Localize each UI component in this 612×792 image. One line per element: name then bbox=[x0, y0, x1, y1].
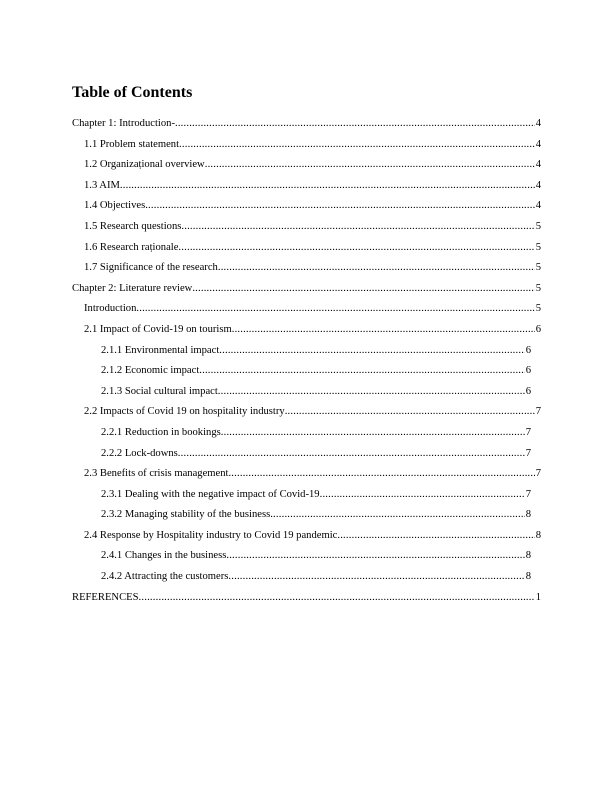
toc-entry-page-number: 4 bbox=[535, 138, 541, 150]
toc-entry[interactable] bbox=[72, 282, 541, 303]
toc-entry[interactable] bbox=[72, 138, 541, 159]
toc-entry[interactable] bbox=[72, 488, 531, 509]
toc-entry[interactable] bbox=[72, 529, 541, 550]
toc-entry-page-number: 5 bbox=[535, 241, 541, 253]
toc-entry-label: REFERENCES bbox=[72, 591, 139, 603]
toc-entry-label: 2.1 Impact of Covid-19 on tourism bbox=[84, 323, 232, 335]
toc-entry-label: 2.3.1 Dealing with the negative impact of Covid-19 bbox=[101, 488, 320, 500]
toc-entry-page-number: 5 bbox=[535, 282, 541, 294]
toc-entry-page-number: 4 bbox=[535, 159, 541, 171]
dot-leader bbox=[139, 591, 535, 605]
toc-entry[interactable] bbox=[72, 364, 531, 385]
dot-leader bbox=[226, 549, 524, 563]
toc-entry[interactable] bbox=[72, 508, 531, 529]
toc-entry-label: Chapter 1: Introduction- bbox=[72, 118, 175, 129]
dot-leader bbox=[320, 488, 525, 502]
toc-entry[interactable] bbox=[72, 241, 541, 262]
toc-entry-page-number: 5 bbox=[535, 262, 541, 274]
toc-entry[interactable] bbox=[72, 549, 531, 570]
dot-leader bbox=[178, 241, 534, 255]
toc-entry[interactable] bbox=[72, 179, 541, 200]
dot-leader bbox=[181, 220, 534, 234]
toc-entry-page-number: 8 bbox=[525, 550, 531, 562]
toc-entry-page-number: 4 bbox=[535, 200, 541, 212]
toc-entry-page-number: 7 bbox=[535, 406, 541, 418]
dot-leader bbox=[175, 117, 535, 131]
toc-entry-label: 1.3 AIM bbox=[84, 179, 120, 191]
toc-entry-label: 1.7 Significance of the research bbox=[84, 262, 218, 274]
dot-leader bbox=[145, 199, 535, 213]
toc-entry-label: 2.1.1 Environmental impact bbox=[101, 344, 220, 356]
toc-entry[interactable] bbox=[72, 302, 541, 323]
toc-entry-page-number: 6 bbox=[525, 344, 531, 356]
toc-entry-page-number: 6 bbox=[525, 365, 531, 377]
toc-entry[interactable] bbox=[72, 344, 531, 365]
toc-entry[interactable] bbox=[72, 220, 541, 241]
toc-entry-page-number: 7 bbox=[525, 426, 531, 438]
toc-entry-label: 2.2.1 Reduction in bookings bbox=[101, 426, 221, 438]
toc-entry[interactable] bbox=[72, 261, 541, 282]
toc-entry-page-number: 4 bbox=[535, 179, 541, 191]
toc-entry-page-number: 5 bbox=[535, 220, 541, 232]
dot-leader bbox=[120, 179, 535, 193]
toc-entry-label: 2.2 Impacts of Covid 19 on hospitality industry bbox=[84, 406, 285, 418]
toc-entry-page-number: 6 bbox=[535, 323, 541, 335]
dot-leader bbox=[179, 138, 535, 152]
toc-entry-page-number: 8 bbox=[525, 509, 531, 521]
toc-entry[interactable] bbox=[72, 447, 531, 468]
table-of-contents bbox=[72, 117, 542, 611]
toc-entry[interactable] bbox=[72, 158, 541, 179]
toc-entry[interactable] bbox=[72, 199, 541, 220]
toc-entry-label: 2.3.2 Managing stability of the business bbox=[101, 509, 271, 521]
toc-entry-page-number: 1 bbox=[535, 591, 541, 603]
toc-entry-page-number: 8 bbox=[525, 571, 531, 583]
toc-entry-page-number: 5 bbox=[535, 303, 541, 315]
toc-entry-label: 2.1.2 Economic impact bbox=[101, 365, 200, 377]
toc-entry[interactable] bbox=[72, 405, 541, 426]
toc-entry-label: 2.1.3 Social cultural impact bbox=[101, 385, 218, 397]
toc-entry-label: 1.2 Organizaṭional overview bbox=[84, 159, 205, 171]
toc-entry-label: 1.6 Research raṭionale bbox=[84, 241, 179, 253]
toc-entry[interactable] bbox=[72, 570, 531, 591]
dot-leader bbox=[228, 570, 524, 584]
dot-leader bbox=[205, 158, 535, 172]
dot-leader bbox=[270, 508, 525, 522]
toc-entry-page-number: 4 bbox=[535, 118, 541, 129]
toc-entry-label: Chapter 2: Literature review bbox=[72, 282, 193, 294]
toc-entry-label: 2.2.2 Lock-downs bbox=[101, 447, 178, 459]
toc-entry-page-number: 7 bbox=[525, 447, 531, 459]
toc-entry-label: 1.5 Research questions bbox=[84, 220, 182, 232]
toc-entry-label: 2.4.1 Changes in the business bbox=[101, 550, 227, 562]
toc-entry[interactable] bbox=[72, 426, 531, 447]
dot-leader bbox=[285, 405, 535, 419]
dot-leader bbox=[219, 344, 524, 358]
toc-entry-label: 2.4.2 Attracting the customers bbox=[101, 571, 229, 583]
dot-leader bbox=[232, 323, 535, 337]
toc-entry-label: 2.3 Benefits of crisis management bbox=[84, 468, 229, 480]
dot-leader bbox=[228, 467, 534, 481]
toc-entry-label: 2.4 Response by Hospitality industry to Covid 19 pandemic bbox=[84, 529, 338, 541]
toc-entry-page-number: 7 bbox=[525, 488, 531, 500]
dot-leader bbox=[192, 282, 534, 296]
toc-entry[interactable] bbox=[72, 467, 541, 488]
dot-leader bbox=[218, 261, 535, 275]
toc-entry[interactable] bbox=[72, 385, 531, 406]
dot-leader bbox=[218, 385, 525, 399]
dot-leader bbox=[136, 302, 534, 316]
page-title: Table of Contents bbox=[72, 84, 193, 101]
toc-entry[interactable] bbox=[72, 117, 541, 138]
dot-leader bbox=[178, 447, 525, 461]
dot-leader bbox=[221, 426, 525, 440]
toc-entry[interactable] bbox=[72, 323, 541, 344]
dot-leader bbox=[337, 529, 534, 543]
dot-leader bbox=[199, 364, 524, 378]
toc-entry-label: 1.4 Objectives bbox=[84, 200, 146, 212]
toc-entry-label: Introduction bbox=[84, 303, 137, 315]
toc-entry-page-number: 6 bbox=[525, 385, 531, 397]
toc-entry-page-number: 7 bbox=[535, 468, 541, 480]
toc-entry-label: 1.1 Problem statement bbox=[84, 138, 180, 150]
toc-entry[interactable] bbox=[72, 591, 541, 612]
toc-entry-page-number: 8 bbox=[535, 529, 541, 541]
